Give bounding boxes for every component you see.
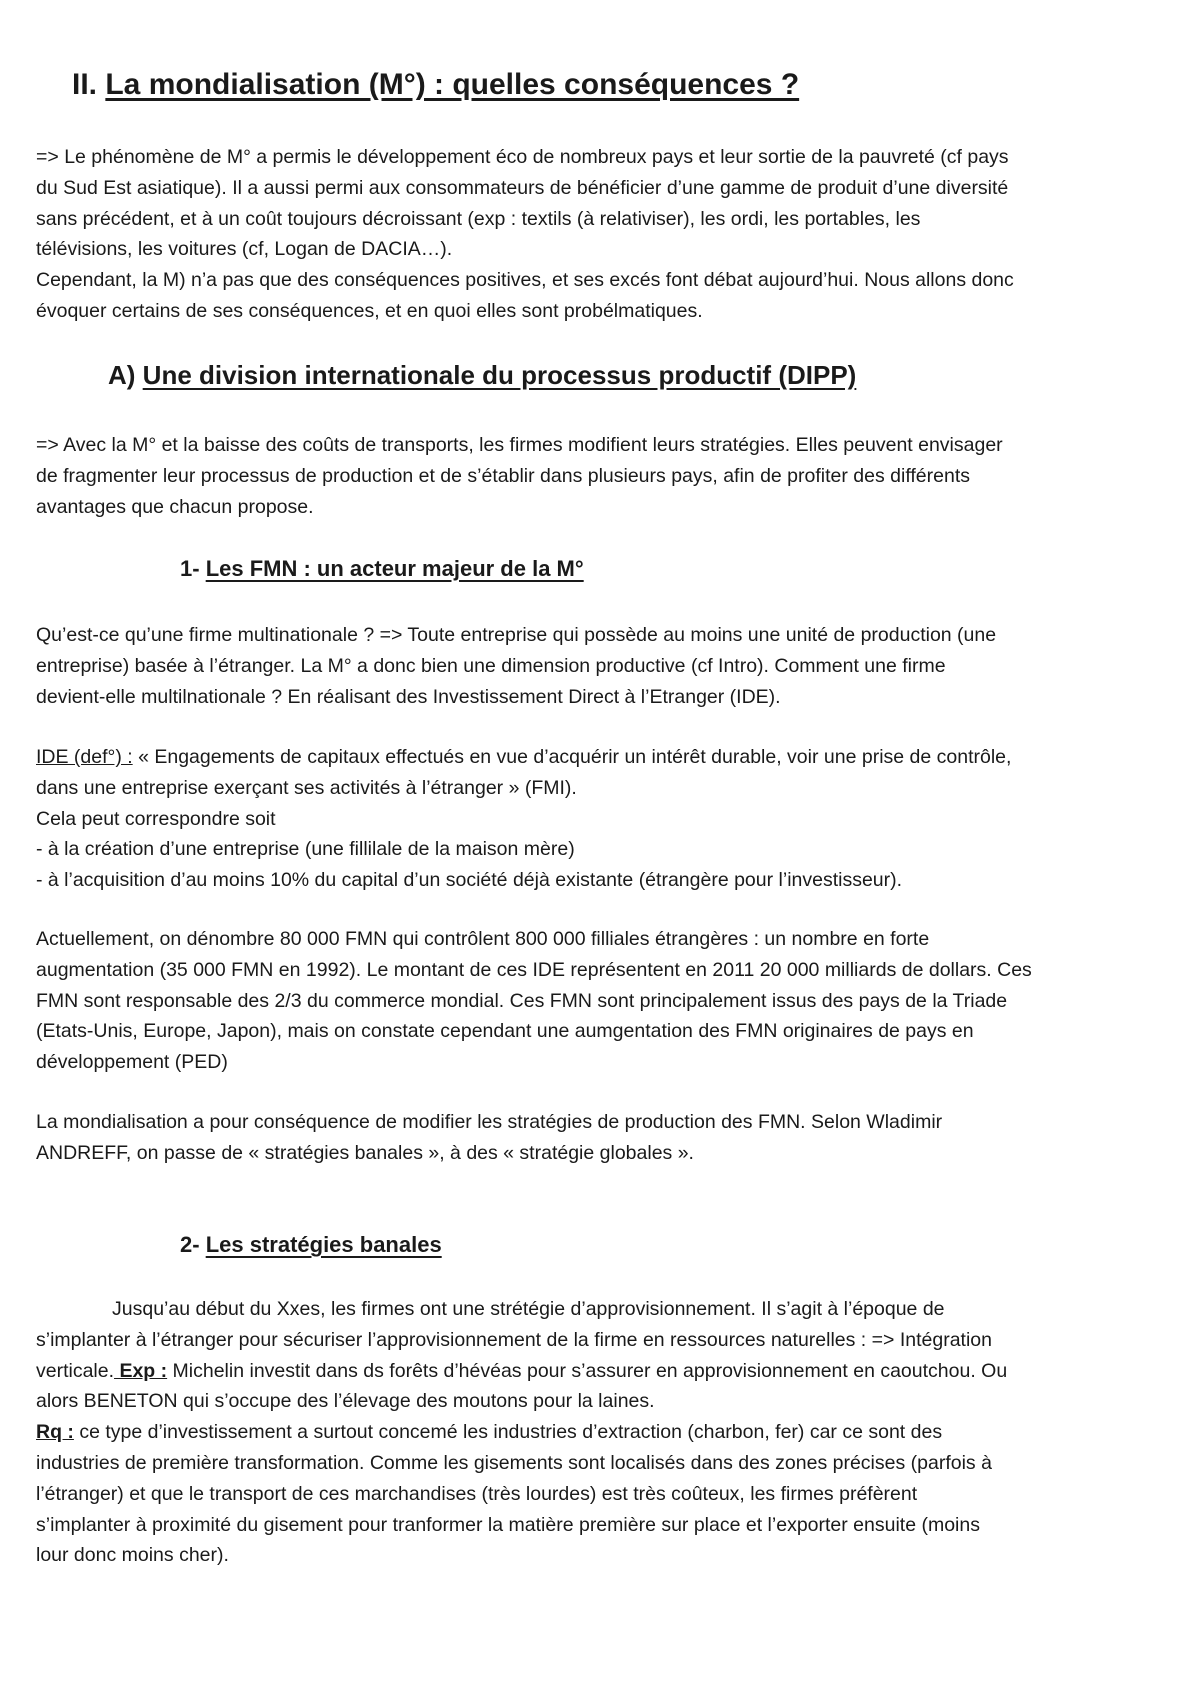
banales-line-end: Michelin investit dans ds forêts d’hévéas pour s’assurer en approvisionnement en caoutchou. Ou	[167, 1359, 1008, 1382]
strategies-intro-paragraph	[36, 1107, 1176, 1169]
banales-line: s’implanter à proximité du gisement pour tranformer la matière première sur place et l’exporter ensuite (moins	[36, 1513, 980, 1536]
section-2-title: Les stratégies banales	[205, 1232, 442, 1257]
banales-line: lour donc moins cher).	[36, 1544, 229, 1567]
intro-line: du Sud Est asiatique). Il a aussi permi aux consommateurs de bénéficier d’une gamme de produit d’une diversité	[36, 176, 1009, 199]
section-a-letter: A)	[108, 360, 136, 390]
fmn-definition-line: Qu’est-ce qu’une firme multinationale ? => Toute entreprise qui possède au moins une unité de production (une	[36, 624, 997, 646]
banales-line	[36, 1417, 1176, 1448]
section-2-number: 2-	[180, 1232, 200, 1257]
section-a-heading	[108, 360, 856, 391]
banales-line: Jusqu’au début du Xxes, les firmes ont une strétégie d’approvisionnement. Il s’agit à l’époque de	[112, 1298, 945, 1320]
fmn-stats-line: FMN sont responsable des 2/3 du commerce mondial. Ces FMN sont principalement issus des pays de la Triade	[36, 989, 1008, 1012]
fmn-definition-line: devient-elle multilnationale ? En réalisant des Investissement Direct à l’Etranger (IDE).	[36, 685, 781, 708]
section-2-heading	[180, 1232, 442, 1258]
intro-line: Cependant, la M) n’a pas que des conséquences positives, et ses excés font débat aujourd’hui. Nous allons donc	[36, 269, 1014, 292]
ide-definition-label: IDE (def°) :	[36, 746, 133, 768]
banales-paragraph	[36, 1294, 1176, 1571]
intro-line: sans précédent, et à un coût toujours décroissant (exp : textils (à relativiser), les ordi, les portables, les	[36, 207, 921, 230]
ide-definition-text: « Engagements de capitaux effectués en vue d’acquérir un intérêt durable, voir une prise de contrôle,	[132, 746, 1012, 768]
fmn-definition-line: entreprise) basée à l’étranger. La M° a donc bien une dimension productive (cf Intro). Comment une firme	[36, 654, 946, 677]
banales-line: s’implanter à l’étranger pour sécuriser l’approvisionnement de la firme en ressources naturelles : => Intégration	[36, 1328, 992, 1351]
section-ii-title: La mondialisation (M°) : quelles conséquences ?	[105, 68, 800, 101]
intro-line: => Le phénomène de M° a permis le développement éco de nombreux pays et leur sortie de la pauvreté (cf pays	[36, 146, 1009, 168]
ide-list-item: - à l’acquisition d’au moins 10% du capital d’un société déjà existante (étrangère pour l’investisseur).	[36, 869, 903, 892]
section-a-line: => Avec la M° et la baisse des coûts de transports, les firmes modifient leurs stratégies. Elles peuvent envisager	[36, 434, 1003, 456]
fmn-stats-line: Actuellement, on dénombre 80 000 FMN qui contrôlent 800 000 filliales étrangères : un nombre en forte	[36, 928, 930, 950]
fmn-stats-line: augmentation (35 000 FMN en 1992). Le montant de ces IDE représentent en 2011 20 000 milliards de dollars. Ces	[36, 958, 1032, 981]
ide-list-item: - à la création d’une entreprise (une fillilale de la maison mère)	[36, 838, 575, 861]
banales-line: l’étranger) et que le transport de ces marchandises (très lourdes) est très coûteux, les firmes préfèrent	[36, 1482, 918, 1505]
ide-definition-line: dans une entreprise exerçant ses activités à l’étranger » (FMI).	[36, 776, 577, 799]
banales-line-start: verticale.	[36, 1359, 115, 1382]
strategies-intro-line: ANDREFF, on passe de « stratégies banales », à des « stratégie globales ».	[36, 1141, 694, 1164]
intro-line: évoquer certains de ses conséquences, et en quoi elles sont probélmatiques.	[36, 299, 703, 322]
section-a-line: avantages que chacun propose.	[36, 495, 314, 518]
exp-label: Exp :	[114, 1359, 168, 1382]
fmn-stats-line: (Etats-Unis, Europe, Japon), mais on constate cependant une aumgentation des FMN originaires de pays en	[36, 1020, 974, 1043]
section-ii-number: II.	[72, 68, 98, 101]
section-1-title: Les FMN : un acteur majeur de la M°	[205, 556, 584, 581]
ide-definition-line: Cela peut correspondre soit	[36, 807, 276, 830]
section-1-heading	[180, 556, 584, 582]
section-a-paragraph	[36, 430, 1176, 522]
section-a-line: de fragmenter leur processus de production et de s’établir dans plusieurs pays, afin de profiter des différents	[36, 464, 971, 487]
ide-definition-line	[36, 742, 1176, 773]
fmn-stats-line: développement (PED)	[36, 1051, 228, 1074]
strategies-intro-line: La mondialisation a pour conséquence de modifier les stratégies de production des FMN. Selon Wladimir	[36, 1111, 943, 1133]
intro-paragraph	[36, 142, 1176, 327]
banales-line	[36, 1356, 1176, 1387]
banales-line: alors BENETON qui s’occupe des l’élevage des moutons pour la laines.	[36, 1390, 655, 1413]
rq-text: ce type d’investissement a surtout concemé les industries d’extraction (charbon, fer) car ce sont des	[73, 1421, 943, 1444]
fmn-stats-paragraph	[36, 924, 1176, 1078]
banales-line: industries de première transformation. Comme les gisements sont localisés dans des zones précises (parfois à	[36, 1451, 992, 1474]
section-ii-heading	[72, 68, 799, 102]
intro-line: télévisions, les voitures (cf, Logan de DACIA…).	[36, 238, 453, 261]
fmn-definition-paragraph	[36, 620, 1176, 712]
section-a-title: Une division internationale du processus productif (DIPP)	[142, 360, 857, 390]
section-1-number: 1-	[180, 556, 200, 581]
ide-definition-paragraph	[36, 742, 1176, 896]
rq-label: Rq :	[36, 1421, 74, 1444]
